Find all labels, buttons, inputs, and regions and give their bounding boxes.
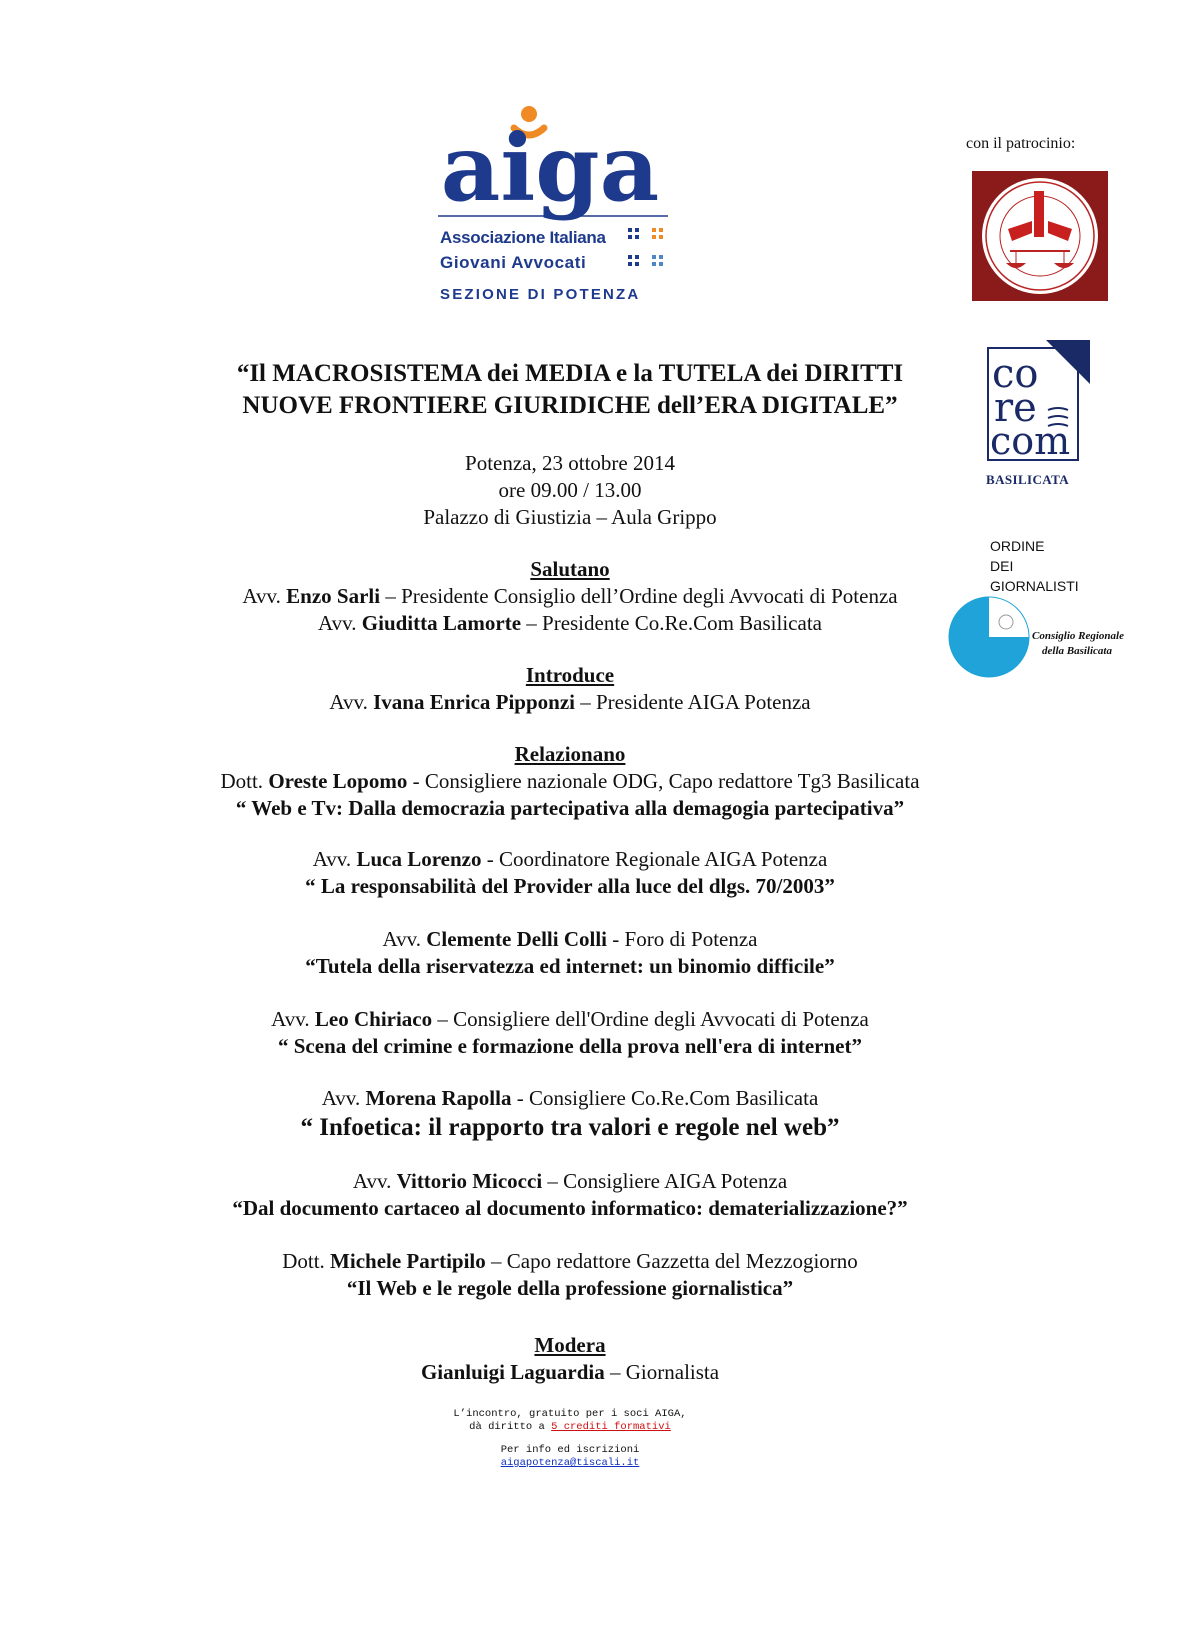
- event-info: [130, 450, 1010, 531]
- odg-sub1: Consiglio Regionale: [1032, 630, 1124, 642]
- footer-line1: L’incontro, gratuito per i soci AIGA,: [453, 1408, 687, 1420]
- speaker-block: [130, 1168, 1010, 1222]
- heading-introduce: Introduce: [525, 663, 615, 687]
- speaker-line: Avv. Morena Rapolla - Consigliere Co.Re.Com Basilicata: [321, 1086, 819, 1110]
- speaker-line: Avv. Clemente Delli Colli - Foro di Potenza: [382, 927, 758, 951]
- speaker-block: [130, 846, 1010, 900]
- event-place: Palazzo di Giustizia – Aula Grippo: [423, 505, 717, 529]
- aiga-wordmark: aiga: [440, 114, 660, 222]
- footer-line2: dà diritto a 5 crediti formativi: [469, 1421, 671, 1433]
- section-relazionano: [130, 741, 1010, 822]
- email-link[interactable]: aigapotenza@tiscali.it: [500, 1457, 640, 1469]
- moderator-line: Gianluigi Laguardia – Giornalista: [420, 1360, 720, 1384]
- event-date: Potenza, 23 ottobre 2014: [465, 451, 675, 475]
- speaker-block: [130, 1006, 1010, 1060]
- title-line2: NUOVE FRONTIERE GIURIDICHE dell’ERA DIGITALE”: [242, 392, 898, 419]
- speaker-line: Avv. Luca Lorenzo - Coordinatore Regionale AIGA Potenza: [312, 847, 828, 871]
- talk-title: “ Infoetica: il rapporto tra valori e regole nel web”: [300, 1114, 840, 1141]
- event-title: [130, 358, 1010, 422]
- corecom-re: re: [994, 385, 1037, 431]
- odg-line2: DEI: [990, 558, 1014, 574]
- odg-line3: GIORNALISTI: [990, 578, 1079, 594]
- event-time: ore 09.00 / 13.00: [498, 478, 642, 502]
- section-introduce: [130, 662, 1010, 716]
- aiga-logo: [432, 100, 672, 310]
- heading-relazionano: Relazionano: [514, 742, 626, 766]
- section-modera: [130, 1332, 1010, 1386]
- title-line1: “Il MACROSISTEMA dei MEDIA e la TUTELA dei DIRITTI: [236, 360, 904, 387]
- talk-title: “Dal documento cartaceo al documento informatico: dematerializzazione?”: [232, 1196, 908, 1220]
- odg-sub2: della Basilicata: [1042, 645, 1112, 657]
- aiga-line3: SEZIONE DI POTENZA: [440, 286, 641, 303]
- talk-title: “ Scena del crimine e formazione della prova nell'era di internet”: [277, 1034, 862, 1058]
- speaker-block: [130, 1085, 1010, 1144]
- speaker-line: Avv. Giuditta Lamorte – Presidente Co.Re.Com Basilicata: [318, 611, 822, 635]
- aiga-line2: Giovani Avvocati: [440, 253, 587, 272]
- corecom-com: com: [990, 419, 1071, 463]
- speaker-line: Avv. Ivana Enrica Pipponzi – Presidente AIGA Potenza: [329, 690, 811, 714]
- speaker-line: Avv. Leo Chiriaco – Consigliere dell'Ordine degli Avvocati di Potenza: [271, 1007, 869, 1031]
- footer-line3: Per info ed iscrizioni: [500, 1444, 640, 1456]
- talk-title: “ Web e Tv: Dalla democrazia partecipativa alla demagogia partecipativa”: [235, 796, 905, 820]
- corecom-region: BASILICATA: [986, 472, 1069, 487]
- section-salutano: [130, 556, 1010, 637]
- ordine-avvocati-seal: [972, 171, 1108, 301]
- talk-title: “Il Web e le regole della professione giornalistica”: [346, 1276, 794, 1300]
- heading-salutano: Salutano: [530, 557, 610, 581]
- heading-modera: Modera: [534, 1333, 606, 1357]
- talk-title: “ La responsabilità del Provider alla luce del dlgs. 70/2003”: [305, 874, 835, 898]
- scales-icon: [972, 171, 1108, 301]
- speaker-line: Dott. Oreste Lopomo - Consigliere nazionale ODG, Capo redattore Tg3 Basilicata: [220, 769, 920, 793]
- speaker-line: Avv. Vittorio Micocci – Consigliere AIGA Potenza: [352, 1169, 788, 1193]
- aiga-logo-graphic: [432, 100, 672, 310]
- corecom-co: co: [992, 351, 1039, 397]
- speaker-block: [130, 926, 1010, 980]
- speaker-block: [130, 1248, 1010, 1302]
- speaker-line: Avv. Enzo Sarli – Presidente Consiglio dell’Ordine degli Avvocati di Potenza: [242, 584, 898, 608]
- aiga-line1: Associazione Italiana: [440, 228, 606, 247]
- odg-line1: ORDINE: [990, 538, 1045, 554]
- footer-note: [130, 1408, 1010, 1470]
- speaker-line: Dott. Michele Partipilo – Capo redattore Gazzetta del Mezzogiorno: [282, 1249, 858, 1273]
- talk-title: “Tutela della riservatezza ed internet: un binomio difficile”: [305, 954, 835, 978]
- patronage-label: con il patrocinio:: [966, 135, 1076, 152]
- credits-link[interactable]: 5 crediti formativi: [551, 1421, 671, 1433]
